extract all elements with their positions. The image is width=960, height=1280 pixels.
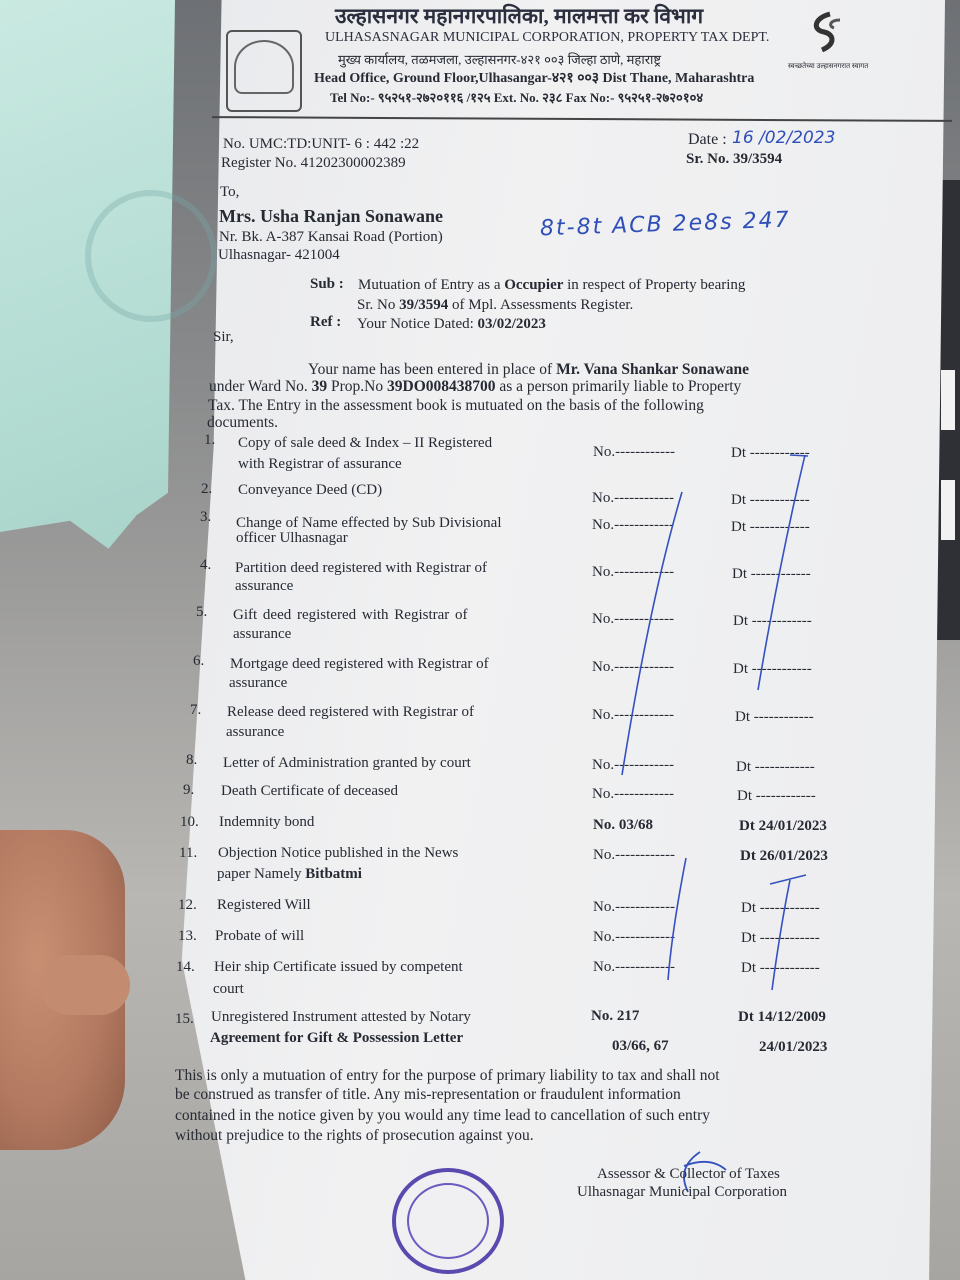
doc-no: No.------------ — [593, 899, 676, 915]
doc-no: No.------------ — [592, 490, 675, 506]
disclaimer-line-3: contained in the notice given by you would any time lead to cancellation of such entry — [175, 1107, 711, 1124]
doc-number: 7. — [190, 702, 202, 718]
doc-date: Dt ------------ — [741, 930, 820, 946]
header-address-english: Head Office, Ground Floor,Ulhasangar-४२१ ००३ Dist Thane, Maharashtra — [314, 71, 755, 86]
doc-no: No.------------ — [593, 444, 676, 460]
signatory-title: Assessor & Collector of Taxes — [597, 1166, 780, 1182]
thumb — [40, 955, 130, 1015]
doc-title-2: assurance — [235, 578, 294, 594]
doc-number: 5. — [196, 604, 208, 620]
ref-label: Ref : — [310, 314, 342, 330]
doc-date: Dt ------------ — [733, 661, 812, 677]
logo-caption: स्वच्छतेच्या उल्हासनगरात स्वागत — [788, 62, 869, 70]
subject-line-1: Mutuation of Entry as a Occupier in respect of Property bearing — [358, 277, 746, 293]
doc-number: 4. — [200, 557, 212, 573]
body-line-3: Tax. The Entry in the assessment book is mutuated on the basis of the following — [208, 397, 704, 414]
doc-title: Copy of sale deed & Index – II Registered — [238, 435, 493, 451]
doc-number: 9. — [183, 782, 195, 798]
date-handwritten: 16 /02/2023 — [732, 128, 836, 148]
doc-number: 10. — [180, 814, 199, 830]
doc-title: Probate of will — [215, 928, 305, 944]
doc-title-2: assurance — [226, 724, 285, 740]
doc-no: No. 03/68 — [593, 817, 653, 833]
doc-number: 3. — [200, 509, 212, 525]
official-seal-inner — [407, 1183, 489, 1259]
header-title-marathi: उल्हासनगर महानगरपालिका, मालमत्ता कर विभाग — [335, 4, 704, 28]
doc-title-2: assurance — [233, 626, 292, 642]
doc-number: 11. — [179, 845, 198, 861]
doc-no: No.------------ — [592, 757, 675, 773]
header-telephone: Tel No:- ९५२५१-२७२०११६ /१२५ Ext. No. २३८ Fax No:- ९५२५१-२७२०१०४ — [330, 90, 704, 105]
body-line-4: documents. — [207, 414, 279, 431]
doc-number: 8. — [186, 752, 198, 768]
doc-date: Dt ------------ — [736, 759, 815, 775]
ref-line: Your Notice Dated: 03/02/2023 — [357, 316, 546, 332]
doc-no: No.------------ — [592, 564, 675, 580]
doc-title: Heir ship Certificate issued by competent — [214, 959, 463, 975]
doc-date-2: 24/01/2023 — [759, 1039, 828, 1055]
doc-title: Conveyance Deed (CD) — [238, 482, 383, 498]
doc-no: No.------------ — [593, 847, 676, 863]
doc-date: Dt ------------ — [733, 613, 812, 629]
doc-no: No. 217 — [591, 1008, 640, 1024]
handwritten-note: 8t-8t ACB 2e8s 247 — [539, 207, 792, 242]
doc-no-2: 03/66, 67 — [612, 1038, 669, 1054]
header-title-english: ULHASASNAGAR MUNICIPAL CORPORATION, PROPERTY TAX DEPT. — [325, 30, 770, 45]
doc-title-2: assurance — [229, 675, 288, 691]
doc-date: Dt ------------ — [731, 492, 810, 508]
doc-number: 1. — [204, 432, 216, 448]
salutation: Sir, — [213, 329, 234, 345]
doc-number: 6. — [193, 653, 205, 669]
recipient-address-2: Ulhasnagar- 421004 — [218, 247, 340, 263]
disclaimer-line-4: without prejudice to the rights of prosecution against you. — [175, 1127, 534, 1144]
doc-title: Partition deed registered with Registrar of — [235, 560, 488, 576]
doc-title: Mortgage deed registered with Registrar of — [230, 656, 489, 672]
doc-no: No.------------ — [592, 611, 675, 627]
doc-no: No.------------ — [592, 517, 675, 533]
reference-number: No. UMC:TD:UNIT- 6 : 442 :22 — [223, 136, 420, 152]
doc-date: Dt 24/01/2023 — [739, 818, 827, 834]
doc-title-2: court — [213, 981, 244, 997]
doc-no: No.------------ — [592, 707, 675, 723]
doc-title-2: officer Ulhasnagar — [236, 530, 348, 546]
doc-no: No.------------ — [592, 659, 675, 675]
subject-line-2: Sr. No 39/3594 of Mpl. Assessments Register. — [357, 297, 634, 313]
doc-no: No.------------ — [593, 929, 676, 945]
doc-title-2: Agreement for Gift & Possession Letter — [210, 1030, 464, 1046]
doc-title-2: with Registrar of assurance — [238, 456, 402, 472]
doc-number: 13. — [178, 928, 197, 944]
doc-title: Objection Notice published in the News — [218, 845, 459, 861]
doc-title: Gift deed registered with Registrar of — [233, 607, 468, 623]
recipient-name: Mrs. Usha Ranjan Sonawane — [219, 206, 444, 226]
doc-number: 2. — [201, 481, 213, 497]
doc-title: Release deed registered with Registrar of — [227, 704, 474, 720]
doc-date: Dt 14/12/2009 — [738, 1009, 826, 1025]
serial-number: Sr. No. 39/3594 — [686, 151, 783, 167]
disclaimer-line-1: This is only a mutuation of entry for the purpose of primary liability to tax and shall not — [175, 1067, 720, 1084]
doc-date: Dt ------------ — [741, 900, 820, 916]
signatory-org: Ulhasnagar Municipal Corporation — [577, 1184, 787, 1200]
disclaimer-line-2: be construed as transfer of title. Any mis-representation or fraudulent information — [175, 1086, 681, 1103]
doc-title: Unregistered Instrument attested by Notary — [211, 1009, 471, 1025]
to-label: To, — [220, 184, 240, 200]
recipient-address-1: Nr. Bk. A-387 Kansai Road (Portion) — [219, 229, 443, 245]
doc-date: Dt 26/01/2023 — [740, 848, 828, 864]
doc-date: Dt ------------ — [731, 519, 810, 535]
doc-title: Indemnity bond — [219, 814, 315, 830]
doc-date: Dt ------------ — [731, 445, 810, 461]
doc-title: Registered Will — [217, 897, 311, 913]
date-label: Date : — [688, 131, 727, 148]
body-line-1: Your name has been entered in place of Mr. Vana Shankar Sonawane — [308, 361, 750, 378]
doc-date: Dt ------------ — [732, 566, 811, 582]
body-line-2: under Ward No. 39 Prop.No 39DO008438700 as a person primarily liable to Property — [209, 378, 742, 395]
doc-date: Dt ------------ — [741, 960, 820, 976]
doc-no: No.------------ — [592, 786, 675, 802]
doc-number: 15. — [175, 1011, 194, 1027]
doc-number: 12. — [178, 897, 197, 913]
doc-date: Dt ------------ — [737, 788, 816, 804]
subject-label: Sub : — [310, 276, 344, 292]
register-number: Register No. 41202300002389 — [221, 155, 406, 171]
doc-title: Death Certificate of deceased — [221, 783, 398, 799]
doc-title-2: paper Namely Bitbatmi — [217, 866, 362, 882]
header-address-marathi: मुख्य कार्यालय, तळमजला, उल्हासनगर-४२१ ००३ जिल्हा ठाणे, महाराष्ट्र — [338, 52, 661, 67]
doc-title: Letter of Administration granted by court — [223, 755, 471, 771]
doc-no: No.------------ — [593, 959, 676, 975]
doc-date: Dt ------------ — [735, 709, 814, 725]
doc-title: Change of Name effected by Sub Divisional — [236, 515, 502, 531]
doc-number: 14. — [176, 959, 195, 975]
